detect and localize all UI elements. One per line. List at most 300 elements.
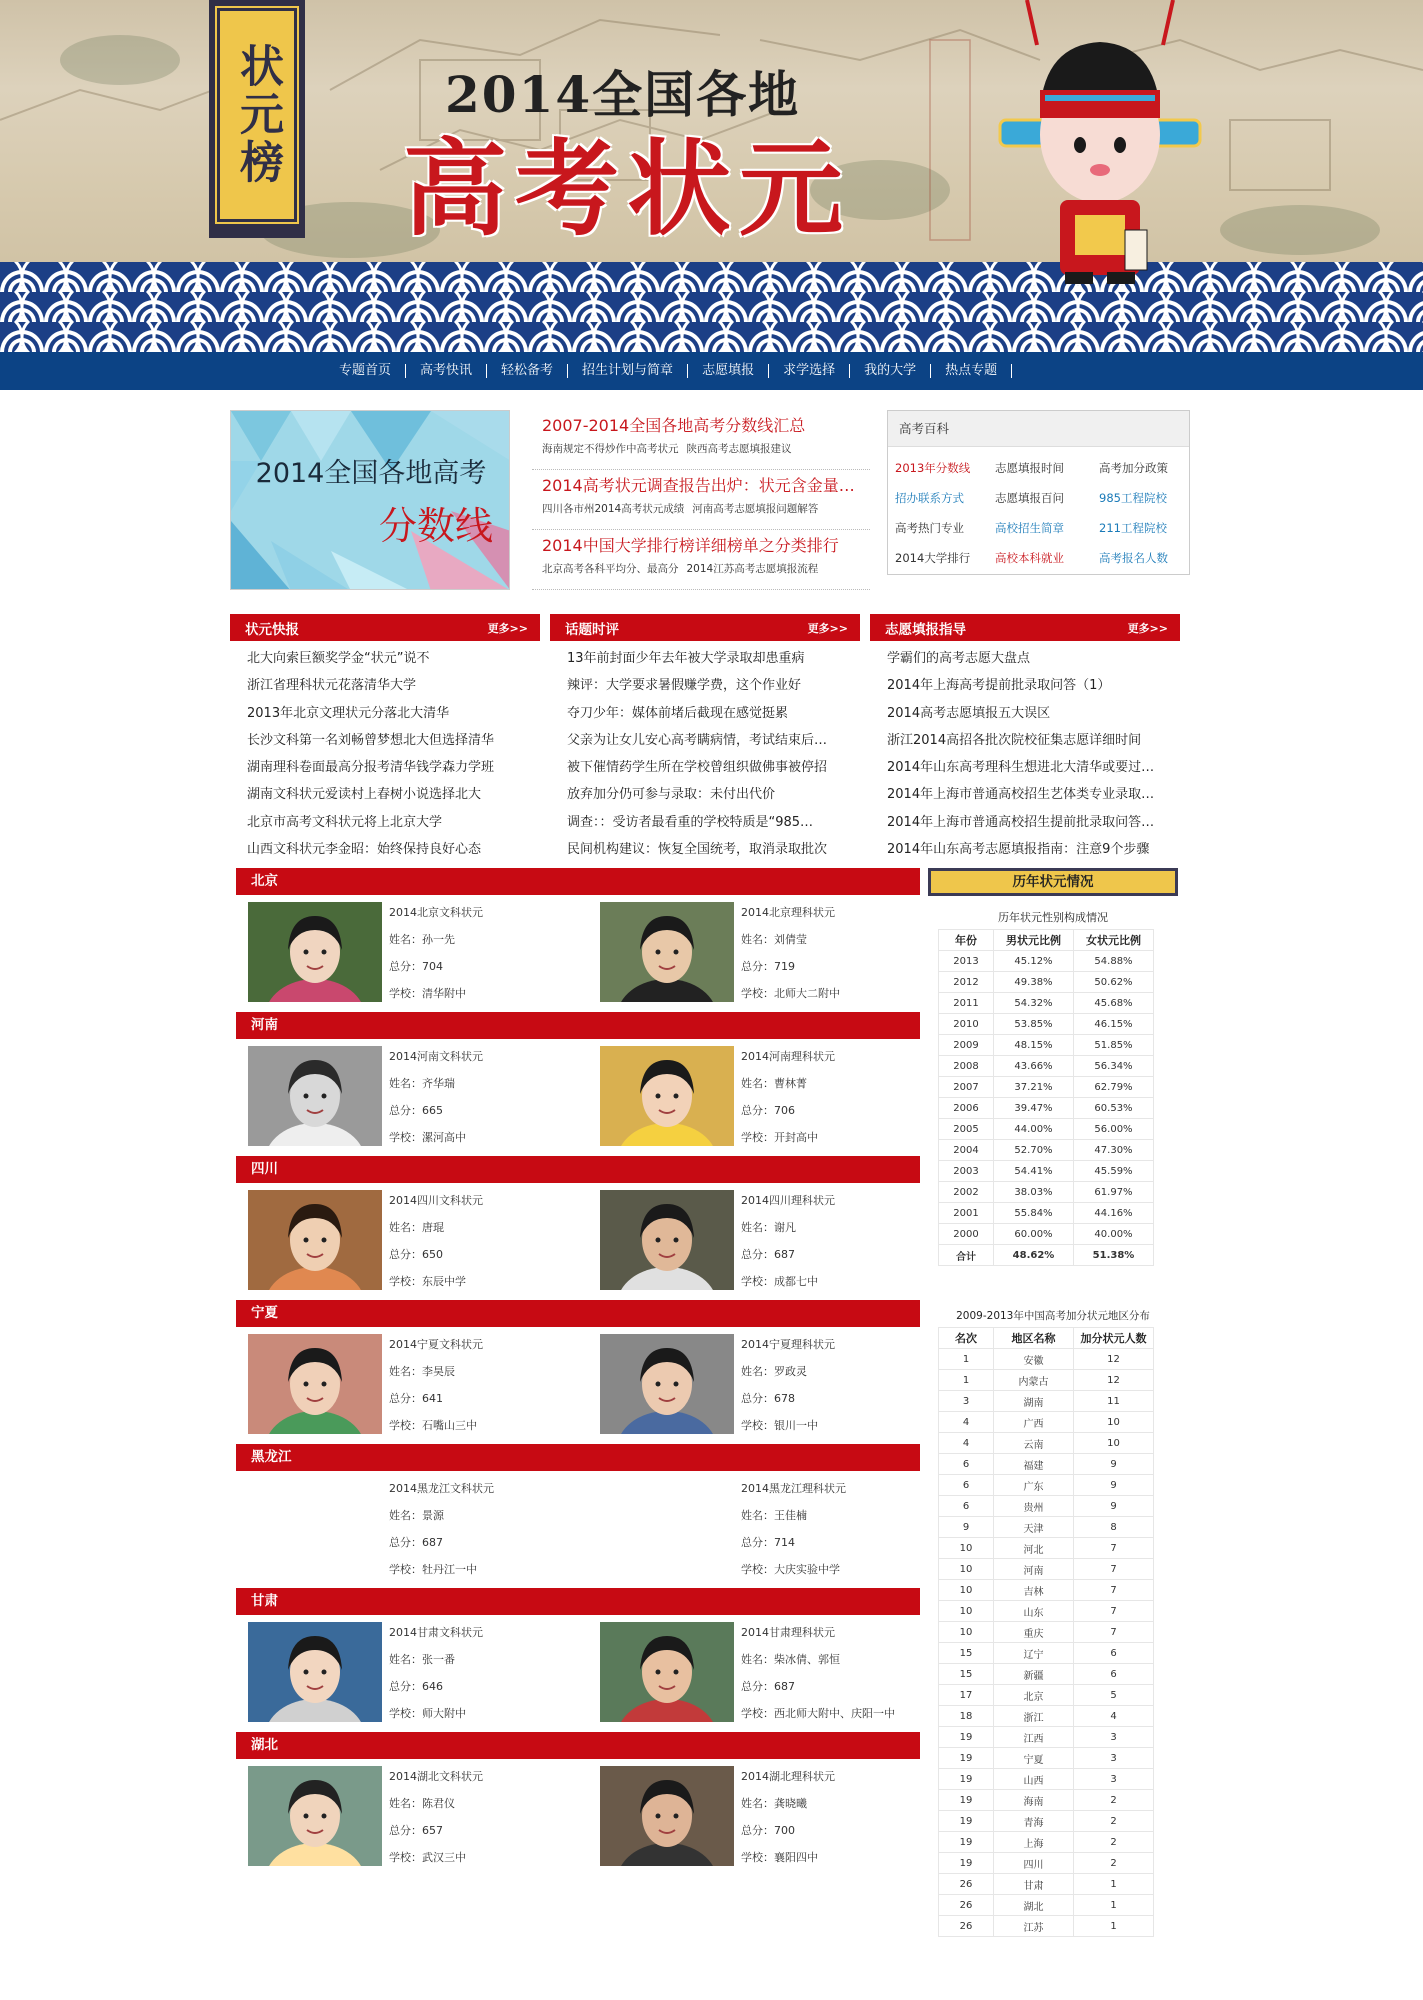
zhuangyuan-school-row xyxy=(389,1700,483,1727)
zhuangyuan-title: 2014湖北理科状元 xyxy=(741,1770,835,1783)
zhuangyuan-school-row xyxy=(741,1268,835,1295)
zhuangyuan-info xyxy=(389,1331,483,1439)
table-cell: 2012 xyxy=(939,972,994,993)
zhuangyuan-photo[interactable] xyxy=(248,1190,382,1290)
zhuangyuan-score-row xyxy=(389,1241,483,1268)
headline-title[interactable]: 2007-2014全国各地高考分数线汇总 xyxy=(542,416,806,435)
news-item[interactable]: 放弃加分仍可参与录取：未付出代价 xyxy=(567,787,776,803)
zhuangyuan-name-label: 姓名： xyxy=(741,1221,774,1234)
table-cell: 云南 xyxy=(994,1433,1074,1454)
table-cell: 55.84% xyxy=(994,1203,1074,1224)
zhuangyuan-card[interactable] xyxy=(236,1183,556,1300)
table-row xyxy=(939,1538,1154,1559)
table-header-row xyxy=(939,1328,1154,1349)
zhuangyuan-card[interactable] xyxy=(236,1615,556,1732)
section-title: 志愿填报指导 xyxy=(885,621,966,638)
zhuangyuan-info xyxy=(389,1043,483,1151)
table-row xyxy=(939,993,1154,1014)
province-bar: 湖北 xyxy=(236,1732,920,1759)
headline-sublink[interactable]: 2014江苏高考志愿填报流程 xyxy=(686,563,819,575)
zhuangyuan-school: 师大附中 xyxy=(422,1707,466,1720)
table-row xyxy=(939,1035,1154,1056)
table-cell: 4 xyxy=(939,1412,994,1433)
zhuangyuan-name: 刘倩莹 xyxy=(774,933,807,946)
table-cell: 9 xyxy=(1074,1475,1154,1496)
news-item[interactable]: 2014年上海高考提前批录取问答（1） xyxy=(887,678,1111,694)
province-bar: 北京 xyxy=(236,868,920,895)
table-cell: 37.21% xyxy=(994,1077,1074,1098)
news-item[interactable]: 湖南文科状元爱读村上春树小说选择北大 xyxy=(247,787,482,803)
zhuangyuan-name-label: 姓名： xyxy=(389,1509,422,1522)
more-link[interactable]: 更多>> xyxy=(487,621,528,635)
zhuangyuan-school-label: 学校： xyxy=(741,1131,774,1144)
province-bar: 河南 xyxy=(236,1012,920,1039)
zhuangyuan-photo[interactable] xyxy=(600,1046,734,1146)
table-cell: 河北 xyxy=(994,1538,1074,1559)
zhuangyuan-name-label: 姓名： xyxy=(741,1653,774,1666)
zhuangyuan-info xyxy=(389,899,483,1007)
news-item[interactable]: 调查：：受访者最看重的学校特质是“985… xyxy=(567,814,814,830)
table-row xyxy=(939,1685,1154,1706)
table-row xyxy=(939,951,1154,972)
zhuangyuan-score: 714 xyxy=(774,1536,795,1549)
zhuangyuan-school: 北师大二附中 xyxy=(774,987,840,1000)
table-cell: 19 xyxy=(939,1853,994,1874)
baike-link[interactable]: 2013年分数线 xyxy=(895,461,971,475)
table-row xyxy=(939,1433,1154,1454)
zhuangyuan-school: 东辰中学 xyxy=(422,1275,466,1288)
news-item[interactable]: 2014高考志愿填报五大误区 xyxy=(887,705,1051,721)
zhuangyuan-school-label: 学校： xyxy=(741,1563,774,1576)
table-cell: 1 xyxy=(1074,1895,1154,1916)
table-cell: 7 xyxy=(1074,1538,1154,1559)
news-item[interactable]: 2014年上海市普通高校招生艺体类专业录取… xyxy=(887,787,1155,803)
table-cell: 宁夏 xyxy=(994,1748,1074,1769)
zhuangyuan-score-label: 总分： xyxy=(389,1536,422,1549)
table-cell: 贵州 xyxy=(994,1496,1074,1517)
zhuangyuan-school: 成都七中 xyxy=(774,1275,818,1288)
zhuangyuan-score-row xyxy=(389,1817,483,1844)
baike-link[interactable]: 高考热门专业 xyxy=(895,521,964,535)
table-cell: 26 xyxy=(939,1895,994,1916)
baike-link[interactable]: 985工程院校 xyxy=(1099,491,1167,505)
province-bar: 黑龙江 xyxy=(236,1444,920,1471)
zhuangyuan-card[interactable] xyxy=(588,895,908,1012)
sidebar-title: 历年状元情况 xyxy=(931,871,1175,893)
zhuangyuan-photo[interactable] xyxy=(600,1190,734,1290)
zhuangyuan-score: 704 xyxy=(422,960,443,973)
table-cell: 7 xyxy=(1074,1622,1154,1643)
zhuangyuan-name: 景源 xyxy=(422,1509,444,1522)
table-cell: 52.70% xyxy=(994,1140,1074,1161)
table-cell: 甘肃 xyxy=(994,1874,1074,1895)
table-cell: 2005 xyxy=(939,1119,994,1140)
table-cell: 60.53% xyxy=(1074,1098,1154,1119)
table-cell: 2009 xyxy=(939,1035,994,1056)
table-cell: 5 xyxy=(1074,1685,1154,1706)
table-cell: 2000 xyxy=(939,1224,994,1245)
avatar-photo xyxy=(600,902,734,1002)
sidebar-heading xyxy=(928,868,1178,896)
zhuangyuan-card[interactable] xyxy=(588,1471,908,1588)
news-item[interactable]: 民间机构建议：恢复全国统考，取消录取批次 xyxy=(567,842,828,858)
news-item[interactable]: 被下催情药学生所在学校曾组织做佛事被停招 xyxy=(567,760,828,776)
table-cell: 2007 xyxy=(939,1077,994,1098)
zhuangyuan-card[interactable] xyxy=(588,1327,908,1444)
feature-line1: 2014全国各地高考 xyxy=(255,458,487,489)
headline-list xyxy=(532,410,870,590)
baike-link[interactable]: 志愿填报时间 xyxy=(995,461,1064,475)
news-item[interactable]: 北京市高考文科状元将上北京大学 xyxy=(247,814,443,830)
zhuangyuan-name-label: 姓名： xyxy=(741,1797,774,1810)
table-row xyxy=(939,1769,1154,1790)
nav-item-my-university[interactable]: 我的大学 xyxy=(850,364,931,378)
zhuangyuan-title: 2014湖北文科状元 xyxy=(389,1770,483,1783)
table-cell: 10 xyxy=(1074,1412,1154,1433)
headline-title[interactable]: 2014高考状元调查报告出炉：状元含金量… xyxy=(542,476,855,495)
table-cell: 38.03% xyxy=(994,1182,1074,1203)
table-row xyxy=(939,1203,1154,1224)
table-cell: 重庆 xyxy=(994,1622,1074,1643)
table-row xyxy=(939,1391,1154,1412)
table-row xyxy=(939,1580,1154,1601)
table-cell: 26 xyxy=(939,1874,994,1895)
table-cell: 合计 xyxy=(939,1245,994,1266)
zhuangyuan-photo[interactable] xyxy=(248,902,382,1002)
headline-sublink[interactable]: 陕西高考志愿填报建议 xyxy=(686,443,792,455)
feature-banner-scoreline[interactable] xyxy=(230,410,510,590)
table-cell: 2004 xyxy=(939,1140,994,1161)
table-header: 地区名称 xyxy=(994,1328,1074,1349)
region-distribution-table xyxy=(938,1327,1154,1937)
zhuangyuan-school-row xyxy=(741,1844,835,1871)
zhuangyuan-card[interactable] xyxy=(588,1183,908,1300)
baike-link[interactable]: 高考加分政策 xyxy=(1099,461,1168,475)
table-row xyxy=(939,1811,1154,1832)
zhuangyuan-school-label: 学校： xyxy=(741,1851,774,1864)
zhuangyuan-title: 2014四川文科状元 xyxy=(389,1194,483,1207)
headline-sublink[interactable]: 河南高考志愿填报问题解答 xyxy=(692,503,819,515)
zhuangyuan-name-row xyxy=(389,1646,483,1673)
table-row xyxy=(939,1119,1154,1140)
nav-item-news[interactable]: 高考快讯 xyxy=(406,364,487,378)
table-row xyxy=(939,1412,1154,1433)
baike-link[interactable]: 招办联系方式 xyxy=(895,491,964,505)
table-cell: 10 xyxy=(939,1580,994,1601)
news-item[interactable]: 辣评：大学要求暑假赚学费，这个作业好 xyxy=(567,678,802,694)
news-item[interactable]: 学霸们的高考志愿大盘点 xyxy=(887,651,1031,666)
table-cell: 1 xyxy=(939,1349,994,1370)
zhuangyuan-title: 2014宁夏理科状元 xyxy=(741,1338,835,1351)
zhuangyuan-name-label: 姓名： xyxy=(389,1797,422,1810)
news-item[interactable]: 2014年上海市普通高校招生提前批录取问答… xyxy=(887,814,1155,830)
zhuangyuan-score-row xyxy=(389,1529,494,1556)
news-item[interactable]: 湖南理科卷面最高分报考清华钱学森力学班 xyxy=(247,760,495,776)
zhuangyuan-school: 牡丹江一中 xyxy=(422,1563,477,1576)
zhuangyuan-card[interactable] xyxy=(236,1039,556,1156)
news-item[interactable]: 2013年北京文理状元分落北大清华 xyxy=(247,705,450,721)
zhuangyuan-school-label: 学校： xyxy=(389,1131,422,1144)
zhuangyuan-name-row xyxy=(741,926,840,953)
zhuangyuan-name-row xyxy=(741,1070,835,1097)
zhuangyuan-photo[interactable] xyxy=(600,1334,734,1434)
nav-item-home[interactable]: 专题首页 xyxy=(325,364,406,378)
table-cell: 17 xyxy=(939,1685,994,1706)
zhuangyuan-score-row xyxy=(741,1241,835,1268)
zhuangyuan-title: 2014黑龙江理科状元 xyxy=(741,1482,846,1495)
table-cell: 湖北 xyxy=(994,1895,1074,1916)
nav-item-enrollment[interactable]: 招生计划与简章 xyxy=(568,364,688,378)
zhuangyuan-name-row xyxy=(741,1214,835,1241)
avatar-photo xyxy=(248,1046,382,1146)
section-topic-commentary xyxy=(550,614,860,868)
zhuangyuan-score-label: 总分： xyxy=(389,1680,422,1693)
zhuangyuan-name-label: 姓名： xyxy=(389,933,422,946)
avatar-photo xyxy=(248,1622,382,1722)
table-row xyxy=(939,1895,1154,1916)
zhuangyuan-name: 张一番 xyxy=(422,1653,455,1666)
table-cell: 安徽 xyxy=(994,1349,1074,1370)
zhuangyuan-name: 陈君仪 xyxy=(422,1797,455,1810)
province-body xyxy=(236,1183,920,1300)
zhuangyuan-score-row xyxy=(389,1673,483,1700)
zhuangyuan-name: 罗政灵 xyxy=(774,1365,807,1378)
zhuangyuan-info xyxy=(741,1475,846,1583)
zhuangyuan-school: 清华附中 xyxy=(422,987,466,1000)
table-cell: 2013 xyxy=(939,951,994,972)
nav-item-prep[interactable]: 轻松备考 xyxy=(487,364,568,378)
table-cell: 15 xyxy=(939,1664,994,1685)
zhuangyuan-school-row xyxy=(741,1412,835,1439)
table-header: 男状元比例 xyxy=(994,930,1074,951)
zhuangyuan-name-label: 姓名： xyxy=(741,933,774,946)
province-block xyxy=(236,1156,920,1300)
baike-link[interactable]: 高校招生简章 xyxy=(995,521,1064,535)
baike-link[interactable]: 高校本科就业 xyxy=(995,551,1064,565)
zhuangyuan-name-row xyxy=(389,1790,483,1817)
table-cell: 56.00% xyxy=(1074,1119,1154,1140)
avatar-photo xyxy=(600,1334,734,1434)
news-item[interactable]: 长沙文科第一名刘畅曾梦想北大但选择清华 xyxy=(247,732,495,748)
table-cell: 19 xyxy=(939,1832,994,1853)
table-cell: 2010 xyxy=(939,1014,994,1035)
news-item[interactable]: 夺刀少年：媒体前堵后截现在感觉挺累 xyxy=(567,705,789,721)
zhuangyuan-score-row xyxy=(741,1817,835,1844)
zhuangyuan-photo[interactable] xyxy=(248,1046,382,1146)
table-cell: 2 xyxy=(1074,1811,1154,1832)
zhuangyuan-card[interactable] xyxy=(236,1327,556,1444)
table-cell: 7 xyxy=(1074,1580,1154,1601)
zhuangyuan-photo[interactable] xyxy=(600,1622,734,1722)
zhuangyuan-score: 641 xyxy=(422,1392,443,1405)
zhuangyuan-score-row xyxy=(389,1097,483,1124)
headline-sublink[interactable]: 海南规定不得炒作中高考状元 xyxy=(542,443,679,455)
zhuangyuan-photo[interactable] xyxy=(600,1766,734,1866)
zhuangyuan-name-label: 姓名： xyxy=(741,1365,774,1378)
zhuangyuan-title: 2014四川理科状元 xyxy=(741,1194,835,1207)
table-cell: 河南 xyxy=(994,1559,1074,1580)
zhuangyuan-score-row xyxy=(741,1097,835,1124)
baike-link[interactable]: 志愿填报百问 xyxy=(995,491,1064,505)
table-cell: 40.00% xyxy=(1074,1224,1154,1245)
table-header: 名次 xyxy=(939,1328,994,1349)
news-item[interactable]: 13年前封面少年去年被大学录取却患重病 xyxy=(567,651,805,666)
table-cell: 45.59% xyxy=(1074,1161,1154,1182)
zhuangyuan-name-row xyxy=(389,1070,483,1097)
nav-item-application[interactable]: 志愿填报 xyxy=(688,364,769,378)
table-row xyxy=(939,1559,1154,1580)
headline-title[interactable]: 2014中国大学排行榜详细榜单之分类排行 xyxy=(542,536,839,555)
news-item[interactable]: 浙江2014高招各批次院校征集志愿详细时间 xyxy=(887,732,1142,748)
zhuangyuan-card[interactable] xyxy=(588,1615,908,1732)
zhuangyuan-name: 李昊辰 xyxy=(422,1365,455,1378)
table-cell: 19 xyxy=(939,1727,994,1748)
table-row xyxy=(939,1140,1154,1161)
zhuangyuan-school-row xyxy=(389,1412,483,1439)
zhuangyuan-card[interactable] xyxy=(236,1471,556,1588)
table-cell: 2001 xyxy=(939,1203,994,1224)
zhuangyuan-score: 646 xyxy=(422,1680,443,1693)
zhuangyuan-photo[interactable] xyxy=(600,902,734,1002)
table-header: 加分状元人数 xyxy=(1074,1328,1154,1349)
more-link[interactable]: 更多>> xyxy=(807,621,848,635)
more-link[interactable]: 更多>> xyxy=(1127,621,1168,635)
table-cell: 50.62% xyxy=(1074,972,1154,993)
table-header: 女状元比例 xyxy=(1074,930,1154,951)
zhuangyuan-school: 襄阳四中 xyxy=(774,1851,818,1864)
zhuangyuan-name: 柴冰倩、郭恒 xyxy=(774,1653,840,1666)
zhuangyuan-name: 龚晓曦 xyxy=(774,1797,807,1810)
zhuangyuan-card[interactable] xyxy=(236,1759,556,1876)
table-row xyxy=(939,1056,1154,1077)
zhuangyuan-score: 687 xyxy=(422,1536,443,1549)
nav-item-hot-topics[interactable]: 热点专题 xyxy=(931,364,1012,378)
gender-table-caption: 历年状元性别构成情况 xyxy=(998,911,1108,924)
zhuangyuan-school-label: 学校： xyxy=(389,1707,422,1720)
news-item[interactable]: 2014年山东高考志愿填报指南：注意9个步骤 xyxy=(887,842,1150,858)
province-block xyxy=(236,1012,920,1156)
zhuangyuan-score-row xyxy=(389,1385,483,1412)
province-bar: 甘肃 xyxy=(236,1588,920,1615)
zhuangyuan-title: 2014北京理科状元 xyxy=(741,906,835,919)
avatar-photo xyxy=(600,1622,734,1722)
table-cell: 8 xyxy=(1074,1517,1154,1538)
table-cell: 62.79% xyxy=(1074,1077,1154,1098)
table-row xyxy=(939,1601,1154,1622)
headline-sublink[interactable]: 北京高考各科平均分、最高分 xyxy=(542,563,679,575)
news-item[interactable]: 浙江省理科状元花落清华大学 xyxy=(247,678,417,694)
zhuangyuan-info xyxy=(389,1475,494,1583)
zhuangyuan-score: 657 xyxy=(422,1824,443,1837)
zhuangyuan-school-label: 学校： xyxy=(741,987,774,1000)
table-cell: 51.85% xyxy=(1074,1035,1154,1056)
zhuangyuan-school-row xyxy=(389,1844,483,1871)
zhuangyuan-info xyxy=(389,1763,483,1871)
table-cell: 9 xyxy=(1074,1454,1154,1475)
zhuangyuan-name: 齐华瑞 xyxy=(422,1077,455,1090)
baike-link[interactable]: 211工程院校 xyxy=(1099,521,1167,535)
zhuangyuan-card[interactable] xyxy=(588,1039,908,1156)
table-row xyxy=(939,1517,1154,1538)
news-item[interactable]: 山西文科状元李金昭：始终保持良好心态 xyxy=(247,842,482,858)
zhuangyuan-info xyxy=(741,1619,895,1727)
nav-item-study-choice[interactable]: 求学选择 xyxy=(769,364,850,378)
zhuangyuan-school-row xyxy=(741,980,840,1007)
zhuangyuan-name-label: 姓名： xyxy=(389,1221,422,1234)
table-cell: 45.68% xyxy=(1074,993,1154,1014)
baike-link[interactable]: 2014大学排行 xyxy=(895,551,971,565)
zhuangyuan-score-label: 总分： xyxy=(741,1536,774,1549)
zhuangyuan-photo[interactable] xyxy=(248,1622,382,1722)
headline-sublink[interactable]: 四川各市州2014高考状元成绩 xyxy=(542,503,685,515)
province-body xyxy=(236,895,920,1012)
zhuangyuan-photo[interactable] xyxy=(248,1766,382,1866)
scholar-mascot xyxy=(985,0,1215,300)
section-title: 状元快报 xyxy=(245,621,299,638)
zhuangyuan-info xyxy=(389,1187,483,1295)
table-cell: 43.66% xyxy=(994,1056,1074,1077)
gaokao-encyclopedia-box xyxy=(887,410,1190,575)
news-item[interactable]: 2014年山东高考理科生想进北大清华或要过… xyxy=(887,760,1155,776)
table-cell: 10 xyxy=(939,1622,994,1643)
baike-link[interactable]: 高考报名人数 xyxy=(1099,551,1168,565)
table-cell: 3 xyxy=(1074,1727,1154,1748)
table-row xyxy=(939,1853,1154,1874)
zhuangyuan-score-label: 总分： xyxy=(741,960,774,973)
table-cell: 上海 xyxy=(994,1832,1074,1853)
table-cell: 44.00% xyxy=(994,1119,1074,1140)
table-cell: 54.88% xyxy=(1074,951,1154,972)
table-cell: 39.47% xyxy=(994,1098,1074,1119)
zhuangyuan-score: 719 xyxy=(774,960,795,973)
zhuangyuan-school: 西北师大附中、庆阳一中 xyxy=(774,1707,895,1720)
table-cell: 青海 xyxy=(994,1811,1074,1832)
news-item[interactable]: 父亲为让女儿安心高考瞒病情，考试结束后… xyxy=(567,732,828,748)
table-cell: 2006 xyxy=(939,1098,994,1119)
zhuangyuan-name-label: 姓名： xyxy=(389,1653,422,1666)
table-row xyxy=(939,1496,1154,1517)
zhuangyuan-card[interactable] xyxy=(236,895,556,1012)
avatar-photo xyxy=(248,1766,382,1866)
zhuangyuan-name-row xyxy=(741,1646,895,1673)
table-cell: 内蒙古 xyxy=(994,1370,1074,1391)
province-body xyxy=(236,1039,920,1156)
gender-ratio-table xyxy=(938,929,1154,1266)
table-cell: 山西 xyxy=(994,1769,1074,1790)
table-cell: 7 xyxy=(1074,1559,1154,1580)
zhuangyuan-name-row xyxy=(741,1790,835,1817)
province-block xyxy=(236,1300,920,1444)
zhuangyuan-school-row xyxy=(389,1268,483,1295)
table-row xyxy=(939,1706,1154,1727)
news-item[interactable]: 北大向索巨额奖学金“状元”说不 xyxy=(247,651,430,666)
zhuangyuan-card[interactable] xyxy=(588,1759,908,1876)
zhuangyuan-title: 2014河南理科状元 xyxy=(741,1050,835,1063)
table-header-row xyxy=(939,930,1154,951)
zhuangyuan-photo[interactable] xyxy=(248,1334,382,1434)
province-bar: 四川 xyxy=(236,1156,920,1183)
table-cell: 6 xyxy=(1074,1664,1154,1685)
province-block xyxy=(236,1588,920,1732)
table-cell: 浙江 xyxy=(994,1706,1074,1727)
banner-title-line1: 2014全国各地 xyxy=(445,65,801,124)
zhuangyuan-name-row xyxy=(741,1502,846,1529)
zhuangyuan-score-row xyxy=(741,1529,846,1556)
table-cell: 48.15% xyxy=(994,1035,1074,1056)
zhuangyuan-school-label: 学校： xyxy=(389,1851,422,1864)
table-cell: 10 xyxy=(939,1538,994,1559)
table-row xyxy=(939,1475,1154,1496)
